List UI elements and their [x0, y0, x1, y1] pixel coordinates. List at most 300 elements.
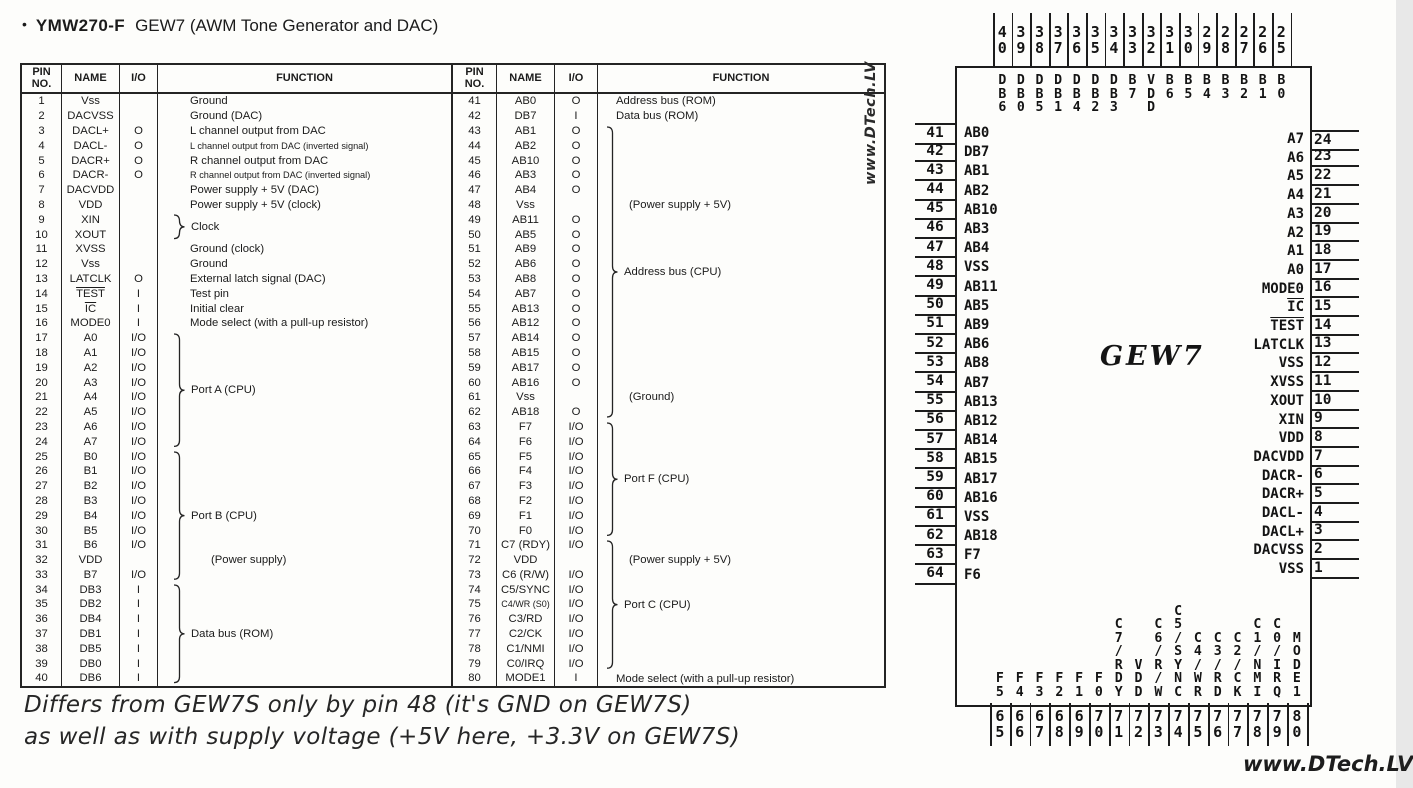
pin-number-cell: 48: [453, 198, 497, 213]
pin-io-cell: O: [555, 360, 598, 375]
stacked-char: B: [1221, 73, 1230, 88]
right-pin-number: 23: [1310, 148, 1359, 167]
pin-io-cell: I/O: [120, 568, 158, 583]
bottom-pin-label: [1069, 672, 1089, 699]
handwritten-note-line2: as well as with supply voltage (+5V here, +3.3V on GEW7S): [24, 724, 741, 750]
function-group-label: Port A (CPU): [191, 383, 256, 396]
pin-number-cell: 44: [453, 138, 497, 153]
stacked-char: F: [1015, 671, 1024, 686]
pin-number-cell: 75: [453, 597, 497, 612]
pin-io-cell: I/O: [555, 464, 598, 479]
stacked-char: 0: [1016, 100, 1025, 115]
stacked-char: 0: [1273, 630, 1282, 646]
pin-io-cell: I/O: [555, 523, 598, 538]
stacked-char: B: [1165, 73, 1174, 88]
top-pin-label: [1253, 74, 1272, 101]
pin-io-cell: O: [555, 316, 598, 331]
stacked-char: 4: [1072, 100, 1081, 115]
top-pin-number: [1272, 24, 1291, 56]
bottom-pin-label: [1010, 672, 1030, 699]
top-pin-number: [1012, 24, 1031, 56]
stacked-char: 5: [1174, 617, 1183, 632]
top-pin-label: [1105, 74, 1124, 115]
pin-io-cell: I/O: [555, 434, 598, 449]
stacked-char: 2: [1202, 23, 1212, 41]
stacked-char: 6: [1072, 39, 1082, 57]
pin-number-cell: 66: [453, 464, 497, 479]
pin-name: F3: [518, 480, 533, 493]
function-text: (Power supply): [211, 554, 287, 567]
stacked-char: 4: [997, 23, 1007, 41]
stacked-char: 7: [1114, 630, 1123, 646]
stacked-char: 7: [1232, 723, 1242, 741]
pin-name: B6: [83, 539, 98, 552]
left-pin-number: 55: [915, 392, 955, 412]
stacked-char: 5: [1184, 86, 1193, 102]
pin-number-cell: 28: [22, 494, 62, 509]
pin-name-cell: [497, 138, 555, 153]
pin-io-cell: I/O: [120, 346, 158, 361]
stacked-char: C: [1233, 630, 1242, 646]
pin-name: XIN: [81, 213, 100, 226]
stacked-char: 3: [1183, 23, 1193, 41]
stacked-char: 6: [998, 100, 1007, 115]
pin-name-cell: [62, 375, 120, 390]
pin-name-cell: [497, 420, 555, 435]
stacked-char: 4: [1109, 39, 1119, 57]
stacked-char: 4: [1202, 86, 1211, 102]
pin-io-cell: I/O: [555, 627, 598, 642]
stacked-char: /: [1154, 644, 1163, 659]
function-text: Initial clear: [190, 302, 244, 315]
stacked-char: 7: [1232, 707, 1242, 725]
pin-name-cell: [62, 627, 120, 642]
pin-number-cell: 73: [453, 568, 497, 583]
right-pin-label: DACR+: [1261, 486, 1304, 503]
stacked-char: /: [1174, 630, 1183, 646]
right-pin-number: 18: [1310, 242, 1359, 261]
pin-name: AB12: [511, 317, 540, 330]
pin-io-cell: I: [120, 671, 158, 686]
pin-name: A7: [83, 435, 98, 448]
pin-name: B7: [83, 568, 98, 581]
pin-number-cell: 9: [22, 212, 62, 227]
pin-name-cell: [497, 434, 555, 449]
pin-name: C0/IRQ: [506, 657, 545, 670]
pin-name: F4: [518, 465, 533, 478]
stacked-char: R: [1213, 671, 1222, 686]
pin-io-cell: [120, 553, 158, 568]
pin-name: F7: [518, 420, 533, 433]
pin-number-cell: 3: [22, 124, 62, 139]
left-pin-number: 42: [915, 143, 955, 163]
pin-name-cell: [62, 434, 120, 449]
pin-name: DB5: [79, 642, 102, 655]
pin-name: AB10: [511, 154, 540, 167]
pin-io-cell: [120, 198, 158, 213]
stacked-char: 1: [1258, 86, 1267, 102]
stacked-char: 2: [1146, 39, 1156, 57]
pin-number-cell: 43: [453, 124, 497, 139]
stacked-char: 3: [1153, 723, 1163, 741]
stacked-char: 7: [1173, 707, 1183, 725]
stacked-char: 0: [1094, 684, 1103, 700]
pin-io-cell: I/O: [555, 508, 598, 523]
stacked-char: B: [1016, 86, 1025, 102]
stacked-char: 7: [1272, 707, 1282, 725]
left-pin-number: 45: [915, 200, 955, 220]
stacked-char: 3: [1165, 23, 1175, 41]
pin-name-cell: [497, 405, 555, 420]
stacked-char: B: [1091, 86, 1100, 102]
stacked-char: 7: [1094, 707, 1104, 725]
function-text: Power supply + 5V (DAC): [190, 184, 320, 197]
right-pin-number: 6: [1310, 466, 1359, 485]
right-pin-label: A4: [1287, 187, 1304, 204]
left-pin-number: 57: [915, 431, 955, 451]
pin-table-right: [451, 63, 886, 688]
stacked-char: B: [1184, 73, 1193, 88]
stacked-char: C: [1253, 617, 1262, 632]
pin-name-cell: [497, 582, 555, 597]
pin-io-cell: O: [120, 153, 158, 168]
right-pin-number: 19: [1310, 223, 1359, 242]
pin-name: C1/NMI: [506, 642, 545, 655]
column-header: I/O: [120, 65, 158, 94]
stacked-char: 0: [1292, 723, 1302, 741]
pin-io-cell: I/O: [120, 360, 158, 375]
pin-io-cell: O: [555, 227, 598, 242]
top-pin-number: [1179, 24, 1198, 56]
column-header: FUNCTION: [158, 65, 451, 94]
pin-number-cell: 10: [22, 227, 62, 242]
stacked-char: 6: [1015, 707, 1025, 725]
stacked-char: R: [1193, 684, 1202, 700]
pin-name: DACR+: [71, 154, 110, 167]
stacked-char: /: [1114, 644, 1123, 659]
pin-name-cell: [497, 538, 555, 553]
pin-name-cell: [62, 227, 120, 242]
bottom-pin-label: [1228, 632, 1248, 700]
pin-name: B1: [83, 465, 98, 478]
pin-io-cell: [120, 242, 158, 257]
top-pin-label: [1012, 74, 1031, 115]
pin-number-cell: 25: [22, 449, 62, 464]
function-text: Address bus (ROM): [616, 95, 716, 108]
left-pin-number: 61: [915, 507, 955, 527]
function-text: (Power supply + 5V): [629, 554, 732, 567]
pin-number-cell: 2: [22, 109, 62, 124]
stacked-char: D: [1134, 684, 1143, 700]
stacked-char: 1: [1075, 684, 1084, 700]
pin-number-cell: 47: [453, 183, 497, 198]
pin-number-cell: 6: [22, 168, 62, 183]
pin-io-cell: I/O: [555, 612, 598, 627]
left-pin-label: AB18: [964, 528, 998, 545]
pin-io-cell: I: [120, 612, 158, 627]
pin-number-cell: 33: [22, 568, 62, 583]
right-pin-label: DACL-: [1261, 505, 1304, 521]
right-pin-label: XOUT: [1270, 392, 1304, 409]
stacked-char: F: [1055, 671, 1064, 686]
left-pin-label: AB8: [964, 355, 990, 372]
bottom-pin-label: [1188, 632, 1208, 700]
stacked-char: 1: [1054, 100, 1063, 115]
right-pin-number: 7: [1310, 448, 1359, 467]
pin-name-cell: [497, 346, 555, 361]
pin-name: XVSS: [75, 243, 106, 256]
left-pin-number: 64: [915, 565, 955, 585]
stacked-char: Q: [1273, 684, 1282, 700]
pin-name-cell: [62, 124, 120, 139]
stacked-char: 4: [1173, 723, 1183, 741]
pin-io-cell: I: [555, 671, 598, 686]
right-pin-number: 10: [1310, 392, 1359, 411]
part-description: GEW7 (AWM Tone Generator and DAC): [135, 16, 439, 35]
left-pin-label: AB16: [964, 489, 998, 506]
pin-name: C2/CK: [508, 628, 543, 641]
pin-name-cell: [497, 301, 555, 316]
stacked-char: 0: [997, 39, 1007, 57]
part-number: YMW270-F: [35, 16, 126, 35]
pin-io-cell: O: [555, 183, 598, 198]
stacked-char: 2: [1091, 100, 1100, 115]
stacked-char: D: [1147, 100, 1156, 115]
left-pin-label: F6: [964, 566, 981, 583]
pin-name-cell: [62, 420, 120, 435]
pin-name: DACVDD: [66, 184, 115, 197]
pin-name-cell: [62, 671, 120, 686]
pin-number-cell: 57: [453, 331, 497, 346]
function-group-label: Clock: [191, 221, 220, 234]
right-pin-label: A5: [1287, 168, 1304, 185]
pin-name-cell: [497, 360, 555, 375]
pin-name: AB15: [511, 346, 540, 359]
pin-number-cell: 20: [22, 375, 62, 390]
pin-io-cell: I: [120, 301, 158, 316]
pin-name: DB0: [79, 657, 102, 670]
right-pin-label: XIN: [1278, 411, 1304, 428]
pin-name-cell: [62, 597, 120, 612]
left-pin-label: AB3: [964, 221, 990, 237]
right-pin-label: LATCLK: [1253, 336, 1304, 353]
top-pin-label: [1160, 74, 1179, 101]
stacked-char: 5: [1035, 100, 1044, 115]
stacked-char: 2: [1133, 723, 1143, 741]
pin-name-cell: [62, 346, 120, 361]
bottom-pin-number: [1188, 708, 1208, 740]
stacked-char: B: [1035, 86, 1044, 102]
left-pin-number: 44: [915, 181, 955, 201]
pin-name-cell: [62, 360, 120, 375]
bottom-pin-number: [1247, 708, 1267, 740]
top-pin-number: [1216, 24, 1235, 56]
left-pin-label: DB7: [964, 144, 990, 161]
stacked-char: 3: [1221, 86, 1230, 102]
pin-name-cell: [62, 508, 120, 523]
stacked-char: V: [1147, 73, 1156, 88]
pin-number-cell: 74: [453, 582, 497, 597]
pin-number-cell: 17: [22, 331, 62, 346]
stacked-char: F: [1094, 671, 1103, 686]
function-text: Ground (clock): [190, 243, 265, 256]
pin-number-cell: 16: [22, 316, 62, 331]
top-pin-label: [993, 74, 1012, 115]
column-header: I/O: [555, 65, 598, 94]
left-pin-label: AB11: [964, 278, 998, 295]
pin-io-cell: I: [120, 582, 158, 597]
pin-name: AB16: [511, 376, 540, 389]
pin-name: VDD: [78, 198, 103, 211]
top-pin-label: [1235, 74, 1254, 101]
pin-name: AB9: [514, 243, 537, 256]
pin-name: C3/RD: [508, 613, 543, 626]
pin-name-cell: [62, 390, 120, 405]
pin-number-cell: 76: [453, 612, 497, 627]
left-pin-number: 63: [915, 546, 955, 566]
stacked-char: C: [1174, 603, 1183, 619]
stacked-char: 6: [995, 707, 1005, 725]
pin-name-cell: [497, 272, 555, 287]
stacked-char: S: [1174, 644, 1183, 659]
stacked-char: 3: [1035, 684, 1044, 700]
pin-name: AB17: [511, 361, 540, 374]
stacked-char: 5: [1090, 39, 1100, 57]
stacked-char: D: [1035, 73, 1044, 88]
stacked-char: 2: [1055, 684, 1064, 700]
right-pin-number: 4: [1310, 504, 1359, 523]
group-brace: [174, 584, 186, 684]
pin-name-cell: [497, 671, 555, 686]
bottom-pin-label: [1089, 672, 1109, 699]
pin-number-cell: 46: [453, 168, 497, 183]
function-text: Mode select (with a pull-up resistor): [616, 672, 795, 685]
top-pin-number: [1123, 24, 1142, 56]
left-pin-label: AB17: [964, 470, 998, 487]
pin-name: AB11: [512, 213, 539, 226]
pin-name-cell: [62, 316, 120, 331]
right-pin-label: $\overline{IC}$: [1287, 299, 1304, 316]
stacked-char: D: [1114, 671, 1123, 686]
pin-io-cell: O: [555, 375, 598, 390]
pin-name: C7 (RDY): [501, 539, 550, 552]
pin-name-cell: [497, 183, 555, 198]
pin-name: A0: [83, 332, 98, 345]
stacked-char: 6: [1213, 723, 1223, 741]
pin-name-cell: [497, 390, 555, 405]
stacked-char: C: [1273, 617, 1282, 632]
stacked-char: 8: [1034, 39, 1044, 57]
pin-number-cell: 13: [22, 272, 62, 287]
bottom-pin-label: [1267, 618, 1287, 699]
stacked-char: 8: [1252, 723, 1262, 741]
pin-io-cell: I/O: [120, 449, 158, 464]
left-pin-label: AB4: [964, 240, 990, 257]
bullet-icon: •: [22, 16, 27, 32]
bottom-pin-number: [1129, 708, 1149, 740]
column-header: FUNCTION: [598, 65, 884, 94]
pin-number-cell: 41: [453, 94, 497, 109]
pin-io-cell: [555, 198, 598, 213]
left-pin-number: 60: [915, 488, 955, 508]
group-brace: [607, 540, 619, 669]
stacked-char: 1: [1114, 723, 1124, 741]
pin-number-cell: 50: [453, 227, 497, 242]
pin-name-cell: [62, 568, 120, 583]
right-pin-number: 3: [1310, 522, 1359, 541]
pin-number-cell: 64: [453, 434, 497, 449]
pin-io-cell: O: [555, 301, 598, 316]
pin-number-cell: 21: [22, 390, 62, 405]
top-pin-label: [1067, 74, 1086, 115]
pin-name: B4: [83, 509, 98, 522]
pin-io-cell: I/O: [555, 597, 598, 612]
stacked-char: 7: [1153, 707, 1163, 725]
function-column: [158, 94, 451, 686]
left-pin-number: 54: [915, 373, 955, 393]
top-pin-label: [1179, 74, 1198, 101]
pin-name-cell: [497, 494, 555, 509]
page-title: [22, 16, 438, 36]
pin-name-cell: [62, 257, 120, 272]
column-header: NAME: [62, 65, 120, 94]
function-group-label: Data bus (ROM): [191, 628, 274, 641]
stacked-char: B: [1128, 73, 1137, 88]
group-brace: [174, 333, 186, 447]
pin-name: AB2: [514, 139, 537, 152]
pin-number-cell: 70: [453, 523, 497, 538]
stacked-char: D: [998, 73, 1007, 88]
stacked-char: B: [1072, 86, 1081, 102]
stacked-char: 8: [1220, 39, 1230, 57]
pin-name-cell: [62, 582, 120, 597]
pin-io-cell: O: [555, 153, 598, 168]
pin-io-cell: I: [120, 627, 158, 642]
pin-number-cell: 24: [22, 434, 62, 449]
bottom-pin-number: [1069, 708, 1089, 740]
stacked-char: 3: [1127, 23, 1137, 41]
stacked-char: /: [1213, 657, 1222, 673]
function-text: L channel output from DAC: [190, 124, 326, 137]
pin-name: A6: [83, 420, 98, 433]
left-pin-number: 53: [915, 354, 955, 374]
left-pin-label: AB12: [964, 413, 998, 429]
pin-io-cell: I/O: [120, 420, 158, 435]
pin-io-cell: I: [120, 286, 158, 301]
pin-name-cell: [62, 138, 120, 153]
bottom-pin-number: [1109, 708, 1129, 740]
top-pin-label: [1049, 74, 1068, 115]
left-pin-number: 52: [915, 335, 955, 355]
pin-name: AB8: [514, 272, 537, 285]
pin-io-cell: [120, 109, 158, 124]
pin-io-cell: I/O: [120, 375, 158, 390]
pin-name-cell: [497, 242, 555, 257]
site-credit: www.DTech.LV: [1243, 752, 1413, 776]
pin-name: DACVSS: [67, 110, 114, 123]
bottom-pin-label: [990, 672, 1010, 699]
pin-name: Vss: [81, 95, 100, 108]
pin-name: Vss: [516, 198, 535, 211]
pin-number-cell: 14: [22, 286, 62, 301]
pin-io-cell: I/O: [120, 494, 158, 509]
right-pin-label: VDD: [1278, 430, 1304, 447]
bottom-pin-number: [1010, 708, 1030, 740]
right-pin-number: 5: [1310, 485, 1359, 504]
stacked-char: R: [1154, 657, 1163, 673]
stacked-char: 6: [1154, 630, 1163, 646]
pin-name-cell: [497, 553, 555, 568]
